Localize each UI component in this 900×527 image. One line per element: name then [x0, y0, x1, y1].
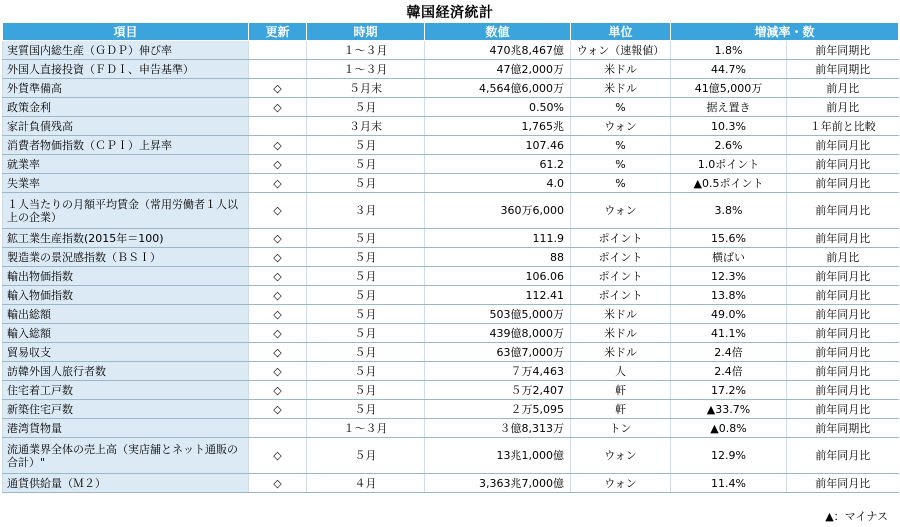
table-row — [3, 155, 899, 174]
table-row — [3, 400, 899, 419]
table-cell-unit: ポイント — [571, 286, 671, 305]
table-row — [3, 248, 899, 267]
table-cell-period: ５月 — [307, 400, 425, 419]
table-cell-value: 360万6,000 — [425, 193, 571, 229]
table-cell-change: 49.0% — [671, 305, 787, 324]
table-cell-value: 439億8,000万 — [425, 324, 571, 343]
table-cell-update — [249, 419, 307, 438]
table-row — [3, 136, 899, 155]
table-cell-unit: % — [571, 174, 671, 193]
table-cell-item: 政策金利 — [3, 98, 249, 117]
table-row — [3, 419, 899, 438]
table-cell-unit: ポイント — [571, 267, 671, 286]
header-row — [3, 23, 899, 41]
table-cell-update: ◇ — [249, 343, 307, 362]
table-cell-unit: 米ドル — [571, 343, 671, 362]
table-row — [3, 362, 899, 381]
table-cell-item: 失業率 — [3, 174, 249, 193]
table-cell-update: ◇ — [249, 79, 307, 98]
table-cell-value: 4,564億6,000万 — [425, 79, 571, 98]
table-cell-change: 3.8% — [671, 193, 787, 229]
table-cell-value: ７万4,463 — [425, 362, 571, 381]
table-cell-value: ３億8,313万 — [425, 419, 571, 438]
table-cell-item: 輸入総額 — [3, 324, 249, 343]
table-cell-period: ５月 — [307, 286, 425, 305]
table-cell-unit: ウォン — [571, 474, 671, 493]
table-cell-unit: ウォン（速報値） — [571, 41, 671, 60]
table-cell-value: ５万2,407 — [425, 381, 571, 400]
table-cell-item: 港湾貨物量 — [3, 419, 249, 438]
table-row — [3, 438, 899, 474]
table-cell-basis: 前年同月比 — [787, 305, 899, 324]
table-cell-update: ◇ — [249, 400, 307, 419]
table-cell-period: ５月 — [307, 248, 425, 267]
table-cell-item: 訪韓外国人旅行者数 — [3, 362, 249, 381]
table-cell-unit: % — [571, 98, 671, 117]
table-cell-unit: 軒 — [571, 381, 671, 400]
table-cell-change: 1.0ポイント — [671, 155, 787, 174]
table-cell-item: 輸出総額 — [3, 305, 249, 324]
table-row — [3, 324, 899, 343]
table-cell-update: ◇ — [249, 362, 307, 381]
table-cell-update — [249, 117, 307, 136]
table-cell-unit: % — [571, 155, 671, 174]
table-cell-period: ５月 — [307, 267, 425, 286]
table-cell-basis: 前年同月比 — [787, 381, 899, 400]
table-row — [3, 79, 899, 98]
table-cell-period: ３月 — [307, 193, 425, 229]
table-body — [3, 41, 899, 493]
table-cell-basis: １年前と比較 — [787, 117, 899, 136]
table-cell-basis: 前年同月比 — [787, 193, 899, 229]
table-cell-value: ２万5,095 — [425, 400, 571, 419]
table-cell-change: 13.8% — [671, 286, 787, 305]
table-cell-update: ◇ — [249, 174, 307, 193]
table-cell-change: 41.1% — [671, 324, 787, 343]
table-row — [3, 193, 899, 229]
table-cell-period: ５月 — [307, 343, 425, 362]
table-cell-basis: 前年同月比 — [787, 136, 899, 155]
table-cell-update: ◇ — [249, 438, 307, 474]
table-cell-period: ３月末 — [307, 117, 425, 136]
table-cell-period: ５月 — [307, 438, 425, 474]
table-cell-update: ◇ — [249, 286, 307, 305]
footnote: ▲：マイナス — [825, 510, 888, 523]
table-cell-change: 2.4倍 — [671, 343, 787, 362]
table-cell-period: １～３月 — [307, 419, 425, 438]
table-cell-change: 1.8% — [671, 41, 787, 60]
table-cell-period: ５月 — [307, 305, 425, 324]
table-cell-value: 111.9 — [425, 229, 571, 248]
table-cell-item: 製造業の景況感指数（ＢＳＩ） — [3, 248, 249, 267]
table-cell-value: 61.2 — [425, 155, 571, 174]
table-row — [3, 343, 899, 362]
table-cell-update: ◇ — [249, 229, 307, 248]
table-cell-basis: 前年同月比 — [787, 362, 899, 381]
table-cell-change: ▲0.8% — [671, 419, 787, 438]
page-title: 韓国経済統計 — [406, 5, 494, 21]
table-cell-basis: 前年同月比 — [787, 229, 899, 248]
table-cell-basis: 前年同月比 — [787, 324, 899, 343]
table-cell-unit: 米ドル — [571, 324, 671, 343]
table-cell-period: ５月 — [307, 136, 425, 155]
table-cell-basis: 前月比 — [787, 79, 899, 98]
table-cell-update: ◇ — [249, 324, 307, 343]
table-cell-change: 10.3% — [671, 117, 787, 136]
table-cell-value: 63億7,000万 — [425, 343, 571, 362]
table-cell-unit: ウォン — [571, 438, 671, 474]
table-cell-basis: 前年同月比 — [787, 267, 899, 286]
table-row — [3, 98, 899, 117]
header-unit: 単位 — [571, 23, 671, 41]
table-cell-item: 実質国内総生産（ＧＤＰ）伸び率 — [3, 41, 249, 60]
table-cell-value: 88 — [425, 248, 571, 267]
table-cell-change: 据え置き — [671, 98, 787, 117]
table-cell-period: ５月末 — [307, 79, 425, 98]
table-row — [3, 229, 899, 248]
table-cell-value: 112.41 — [425, 286, 571, 305]
table-cell-unit: % — [571, 136, 671, 155]
table-cell-period: ５月 — [307, 362, 425, 381]
table-cell-value: 107.46 — [425, 136, 571, 155]
table-cell-period: １～３月 — [307, 60, 425, 79]
table-cell-value: 0.50% — [425, 98, 571, 117]
table-cell-period: ５月 — [307, 174, 425, 193]
table-row — [3, 174, 899, 193]
stats-table — [2, 22, 899, 493]
table-cell-basis: 前年同期比 — [787, 60, 899, 79]
table-cell-item: 鉱工業生産指数(2015年＝100) — [3, 229, 249, 248]
table-cell-value: 3,363兆7,000億 — [425, 474, 571, 493]
table-cell-item: 住宅着工戸数 — [3, 381, 249, 400]
header-update: 更新 — [249, 23, 307, 41]
table-cell-unit: 米ドル — [571, 79, 671, 98]
header-value: 数値 — [425, 23, 571, 41]
table-cell-unit: ウォン — [571, 117, 671, 136]
table-row — [3, 60, 899, 79]
table-cell-item: 新築住宅戸数 — [3, 400, 249, 419]
table-cell-change: 12.9% — [671, 438, 787, 474]
table-cell-basis: 前年同月比 — [787, 343, 899, 362]
table-cell-value: 106.06 — [425, 267, 571, 286]
table-cell-period: ４月 — [307, 474, 425, 493]
table-row — [3, 117, 899, 136]
table-cell-value: 47億2,000万 — [425, 60, 571, 79]
table-cell-basis: 前年同月比 — [787, 474, 899, 493]
table-row — [3, 267, 899, 286]
table-cell-update: ◇ — [249, 267, 307, 286]
table-cell-value: 4.0 — [425, 174, 571, 193]
table-cell-item: 輸入物価指数 — [3, 286, 249, 305]
table-cell-update: ◇ — [249, 381, 307, 400]
table-cell-basis: 前年同期比 — [787, 41, 899, 60]
table-cell-unit: 米ドル — [571, 60, 671, 79]
table-row — [3, 474, 899, 493]
table-cell-basis: 前年同月比 — [787, 400, 899, 419]
table-cell-item: 消費者物価指数（ＣＰＩ）上昇率 — [3, 136, 249, 155]
table-cell-item: 外貨準備高 — [3, 79, 249, 98]
table-cell-period: ５月 — [307, 98, 425, 117]
table-cell-update — [249, 60, 307, 79]
table-cell-value: 503億5,000万 — [425, 305, 571, 324]
table-cell-update: ◇ — [249, 193, 307, 229]
table-cell-update: ◇ — [249, 136, 307, 155]
table-cell-basis: 前年同月比 — [787, 155, 899, 174]
table-row — [3, 305, 899, 324]
table-cell-change: 2.6% — [671, 136, 787, 155]
table-cell-update: ◇ — [249, 305, 307, 324]
table-cell-basis: 前月比 — [787, 98, 899, 117]
table-cell-period: ５月 — [307, 155, 425, 174]
table-cell-unit: ポイント — [571, 248, 671, 267]
table-cell-basis: 前年同月比 — [787, 286, 899, 305]
table-cell-update — [249, 41, 307, 60]
table-cell-unit: 人 — [571, 362, 671, 381]
table-cell-update: ◇ — [249, 474, 307, 493]
table-cell-basis: 前年同期比 — [787, 419, 899, 438]
table-cell-change: ▲0.5ポイント — [671, 174, 787, 193]
table-cell-basis: 前月比 — [787, 248, 899, 267]
table-cell-unit: 米ドル — [571, 305, 671, 324]
table-cell-basis: 前年同月比 — [787, 438, 899, 474]
table-cell-unit: ウォン — [571, 193, 671, 229]
table-row — [3, 381, 899, 400]
table-cell-value: 13兆1,000億 — [425, 438, 571, 474]
table-cell-change: 41億5,000万 — [671, 79, 787, 98]
table-cell-period: ５月 — [307, 381, 425, 400]
table-cell-item: １人当たりの月額平均賃金（常用労働者１人以上の企業） — [3, 193, 249, 229]
table-cell-change: 15.6% — [671, 229, 787, 248]
table-cell-period: １～３月 — [307, 41, 425, 60]
table-cell-update: ◇ — [249, 248, 307, 267]
table-cell-unit: ポイント — [571, 229, 671, 248]
table-cell-item: 通貨供給量（Ｍ２） — [3, 474, 249, 493]
table-cell-change: 17.2% — [671, 381, 787, 400]
table-cell-change: 44.7% — [671, 60, 787, 79]
table-cell-item: 貿易収支 — [3, 343, 249, 362]
table-cell-item: 外国人直接投資（ＦＤＩ、申告基準） — [3, 60, 249, 79]
header-period: 時期 — [307, 23, 425, 41]
table-cell-update: ◇ — [249, 98, 307, 117]
table-cell-item: 就業率 — [3, 155, 249, 174]
table-cell-basis: 前年同月比 — [787, 174, 899, 193]
table-cell-update: ◇ — [249, 155, 307, 174]
table-row — [3, 41, 899, 60]
table-cell-change: 2.4倍 — [671, 362, 787, 381]
header-change: 増減率・数 — [671, 23, 899, 41]
table-cell-value: 1,765兆 — [425, 117, 571, 136]
table-cell-period: ５月 — [307, 229, 425, 248]
table-cell-period: ５月 — [307, 324, 425, 343]
table-cell-item: 流通業界全体の売上高（実店舗とネット通販の合計）" — [3, 438, 249, 474]
table-cell-change: ▲33.7% — [671, 400, 787, 419]
table-cell-unit: トン — [571, 419, 671, 438]
table-cell-unit: 軒 — [571, 400, 671, 419]
table-cell-item: 家計負債残高 — [3, 117, 249, 136]
header-item: 項目 — [3, 23, 249, 41]
table-cell-change: 11.4% — [671, 474, 787, 493]
table-cell-change: 12.3% — [671, 267, 787, 286]
table-cell-value: 470兆8,467億 — [425, 41, 571, 60]
table-cell-change: 横ばい — [671, 248, 787, 267]
table-row — [3, 286, 899, 305]
table-cell-item: 輸出物価指数 — [3, 267, 249, 286]
